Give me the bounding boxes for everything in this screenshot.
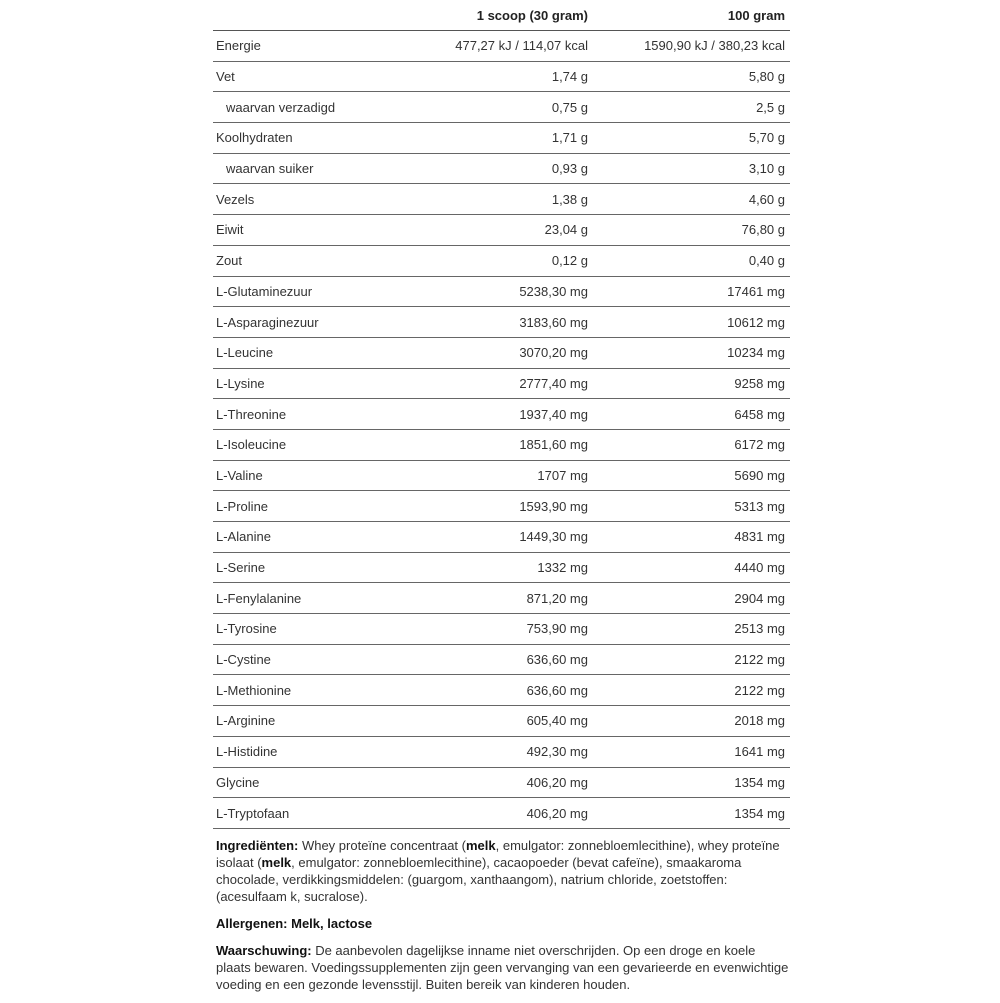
table-header-row xyxy=(213,0,790,31)
per-100g-value: 2513 mg xyxy=(593,614,790,645)
nutrient-name: L-Fenylalanine xyxy=(213,583,423,614)
serving-value: 1,38 g xyxy=(423,184,593,215)
serving-value: 1851,60 mg xyxy=(423,429,593,460)
serving-value: 605,40 mg xyxy=(423,706,593,737)
serving-value: 871,20 mg xyxy=(423,583,593,614)
table-row xyxy=(213,614,790,645)
nutrient-name: L-Isoleucine xyxy=(213,429,423,460)
nutrient-name: L-Alanine xyxy=(213,522,423,553)
warning-text: De aanbevolen dagelijkse inname niet overschrijden. Op een droge en koele plaats bewaren. Voedingssupplementen zijn geen vervanging van een gevarieerde en evenwichtige voeding en een gezonde levensstijl. Buiten bereik van kinderen houden. xyxy=(216,942,789,992)
table-row xyxy=(213,552,790,583)
serving-value: 3070,20 mg xyxy=(423,337,593,368)
serving-value: 2777,40 mg xyxy=(423,368,593,399)
per-100g-value: 2122 mg xyxy=(593,675,790,706)
per-100g-value: 6172 mg xyxy=(593,429,790,460)
ingredients-text: , emulgator: zonnebloemlecithine), cacaopoeder (bevat cafeïne), smaakaroma chocolade, verdikkingsmiddelen: (guargom, xanthaangom), natrium chloride, zoetstoffen: (acesulfaam k, sucralose). xyxy=(216,854,742,904)
serving-value: 753,90 mg xyxy=(423,614,593,645)
nutrient-name: Eiwit xyxy=(213,215,423,246)
nutrient-name: Koolhydraten xyxy=(213,123,423,154)
nutrition-document xyxy=(213,0,790,1003)
warning-label: Waarschuwing: xyxy=(216,942,312,958)
nutrient-name: Zout xyxy=(213,245,423,276)
serving-value: 406,20 mg xyxy=(423,798,593,829)
nutrient-name: L-Histidine xyxy=(213,736,423,767)
table-row xyxy=(213,276,790,307)
serving-value: 477,27 kJ / 114,07 kcal xyxy=(423,31,593,62)
serving-value: 5238,30 mg xyxy=(423,276,593,307)
per-100g-value: 5313 mg xyxy=(593,491,790,522)
nutrient-name: Glycine xyxy=(213,767,423,798)
warning xyxy=(216,942,790,993)
table-row xyxy=(213,123,790,154)
table-row xyxy=(213,245,790,276)
serving-value: 1449,30 mg xyxy=(423,522,593,553)
per-100g-value: 4440 mg xyxy=(593,552,790,583)
ingredients xyxy=(216,837,790,905)
nutrient-name: L-Methionine xyxy=(213,675,423,706)
per-100g-value: 2018 mg xyxy=(593,706,790,737)
table-row xyxy=(213,798,790,829)
per-100g-value: 17461 mg xyxy=(593,276,790,307)
ingredients-label: Ingrediënten: xyxy=(216,837,299,853)
table-row xyxy=(213,460,790,491)
table-body xyxy=(213,31,790,829)
table-row xyxy=(213,522,790,553)
nutrient-name: L-Lysine xyxy=(213,368,423,399)
header-serving: 1 scoop (30 gram) xyxy=(423,0,593,31)
table-row xyxy=(213,61,790,92)
per-100g-value: 1354 mg xyxy=(593,798,790,829)
nutrient-name: L-Threonine xyxy=(213,399,423,430)
serving-value: 0,93 g xyxy=(423,153,593,184)
per-100g-value: 1590,90 kJ / 380,23 kcal xyxy=(593,31,790,62)
per-100g-value: 5690 mg xyxy=(593,460,790,491)
nutrient-name: waarvan verzadigd xyxy=(213,92,423,123)
serving-value: 636,60 mg xyxy=(423,644,593,675)
table-row xyxy=(213,675,790,706)
table-row xyxy=(213,583,790,614)
nutrient-name: L-Serine xyxy=(213,552,423,583)
table-row xyxy=(213,368,790,399)
per-100g-value: 0,40 g xyxy=(593,245,790,276)
allergens xyxy=(216,915,790,932)
per-100g-value: 10234 mg xyxy=(593,337,790,368)
per-100g-value: 2904 mg xyxy=(593,583,790,614)
serving-value: 1593,90 mg xyxy=(423,491,593,522)
nutrient-name: L-Asparaginezuur xyxy=(213,307,423,338)
nutrient-name: L-Proline xyxy=(213,491,423,522)
table-row xyxy=(213,491,790,522)
table-row xyxy=(213,337,790,368)
table-row xyxy=(213,92,790,123)
serving-value: 492,30 mg xyxy=(423,736,593,767)
allergens-label: Allergenen: Melk, lactose xyxy=(216,915,373,931)
per-100g-value: 1641 mg xyxy=(593,736,790,767)
per-100g-value: 2122 mg xyxy=(593,644,790,675)
product-info xyxy=(213,837,790,993)
allergen-highlight: melk xyxy=(466,837,496,853)
serving-value: 23,04 g xyxy=(423,215,593,246)
serving-value: 1707 mg xyxy=(423,460,593,491)
per-100g-value: 4831 mg xyxy=(593,522,790,553)
serving-value: 0,12 g xyxy=(423,245,593,276)
ingredients-text: Whey proteïne concentraat ( xyxy=(298,837,466,853)
table-row xyxy=(213,215,790,246)
nutrient-name: L-Glutaminezuur xyxy=(213,276,423,307)
nutrient-name: L-Valine xyxy=(213,460,423,491)
per-100g-value: 5,70 g xyxy=(593,123,790,154)
serving-value: 1937,40 mg xyxy=(423,399,593,430)
per-100g-value: 4,60 g xyxy=(593,184,790,215)
serving-value: 406,20 mg xyxy=(423,767,593,798)
table-row xyxy=(213,307,790,338)
nutrient-name: waarvan suiker xyxy=(213,153,423,184)
table-row xyxy=(213,706,790,737)
nutrient-name: Vezels xyxy=(213,184,423,215)
table-row xyxy=(213,31,790,62)
ingredients-text: , emulgator: zonnebloemlecithine), whey proteïne isolaat ( xyxy=(216,837,780,870)
per-100g-value: 1354 mg xyxy=(593,767,790,798)
nutrient-name: L-Arginine xyxy=(213,706,423,737)
per-100g-value: 76,80 g xyxy=(593,215,790,246)
table-row xyxy=(213,184,790,215)
nutrient-name: Vet xyxy=(213,61,423,92)
per-100g-value: 3,10 g xyxy=(593,153,790,184)
header-per-100g: 100 gram xyxy=(593,0,790,31)
table-row xyxy=(213,644,790,675)
table-row xyxy=(213,429,790,460)
nutrient-name: L-Cystine xyxy=(213,644,423,675)
per-100g-value: 5,80 g xyxy=(593,61,790,92)
nutrient-name: L-Tyrosine xyxy=(213,614,423,645)
table-row xyxy=(213,153,790,184)
serving-value: 1,71 g xyxy=(423,123,593,154)
header-name xyxy=(213,0,423,31)
nutrient-name: Energie xyxy=(213,31,423,62)
nutrition-table xyxy=(213,0,790,829)
nutrient-name: L-Tryptofaan xyxy=(213,798,423,829)
serving-value: 1332 mg xyxy=(423,552,593,583)
serving-value: 0,75 g xyxy=(423,92,593,123)
per-100g-value: 10612 mg xyxy=(593,307,790,338)
nutrient-name: L-Leucine xyxy=(213,337,423,368)
serving-value: 636,60 mg xyxy=(423,675,593,706)
table-row xyxy=(213,399,790,430)
serving-value: 1,74 g xyxy=(423,61,593,92)
serving-value: 3183,60 mg xyxy=(423,307,593,338)
per-100g-value: 9258 mg xyxy=(593,368,790,399)
table-row xyxy=(213,767,790,798)
allergen-highlight: melk xyxy=(261,854,292,870)
per-100g-value: 2,5 g xyxy=(593,92,790,123)
per-100g-value: 6458 mg xyxy=(593,399,790,430)
table-row xyxy=(213,736,790,767)
